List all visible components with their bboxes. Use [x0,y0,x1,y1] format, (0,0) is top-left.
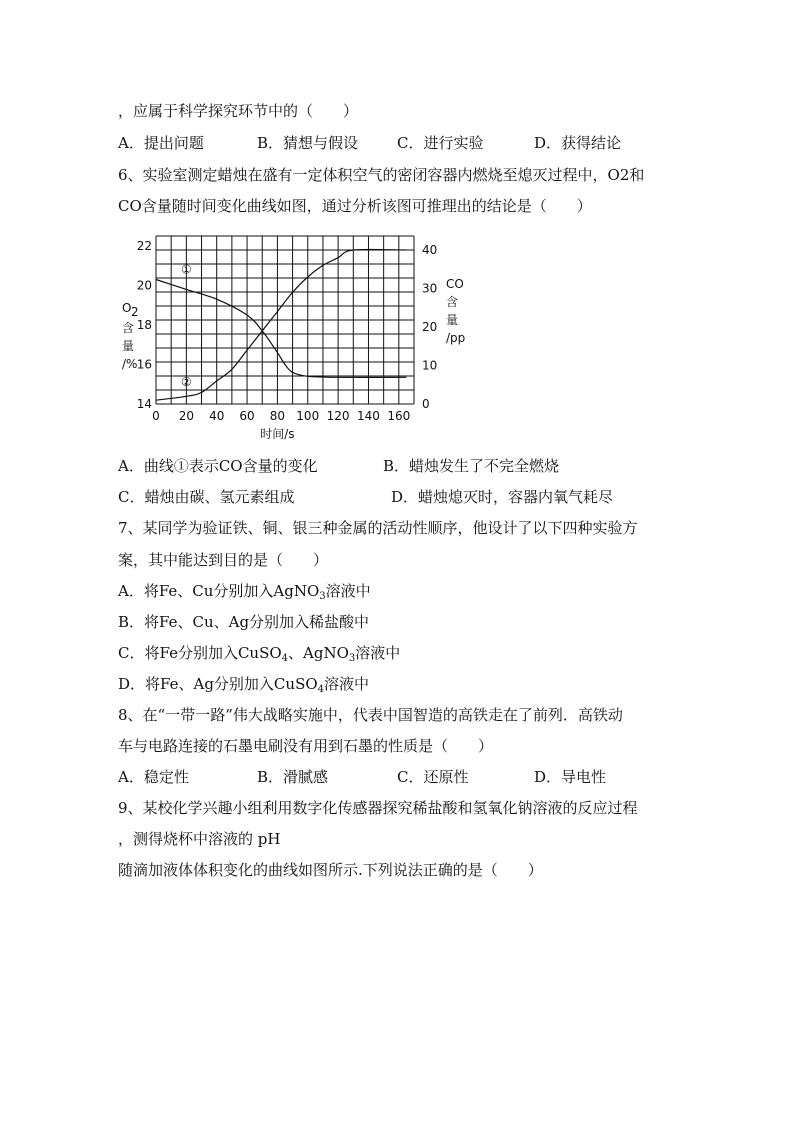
y-left-tick-label: 14 [136,397,152,411]
q5-option-b: B．猜想与假设 [257,134,359,152]
q6-stem-line2: CO含量随时间变化曲线如图，通过分析该图可推理出的结论是（ ） [118,197,592,215]
x-tick-label: 100 [296,409,320,423]
x-tick-label: 160 [387,409,411,423]
y-left-axis-label-part: 含 [122,321,135,335]
x-tick-label: 60 [239,409,255,423]
q7-option-b: B．将Fe、Cu、Ag分别加入稀盐酸中 [118,613,370,631]
q7-stem-line1: 7、某同学为验证铁、铜、银三种金属的活动性顺序，他设计了以下四种实验方 [118,519,638,537]
q5-option-a: A．提出问题 [118,134,204,152]
y-right-tick-label: 40 [422,243,438,257]
q6-option-a: A．曲线①表示CO含量的变化 [118,457,318,475]
chart-grid [156,236,414,404]
y-left-axis-label-part: /% [122,357,138,371]
y-right-tick-label: 0 [422,397,430,411]
x-tick-label: 20 [178,409,194,423]
q5-option-c: C．进行实验 [397,134,484,152]
y-left-axis-label-sub: 2 [131,305,139,319]
q6-option-b: B．蜡烛发生了不完全燃烧 [383,457,560,475]
q7-option-d: D．将Fe、Ag分别加入CuSO$_4$溶液中 [118,675,370,695]
q6-option-c: C．蜡烛由碳、氢元素组成 [118,488,295,506]
x-tick-label: 80 [269,409,286,423]
q8-option-a: A．稳定性 [118,768,189,786]
y-left-tick-label: 20 [136,278,152,293]
q8-option-b: B．滑腻感 [257,768,329,786]
o2-co-chart [118,228,478,448]
y-right-axis-label-part: 含 [446,295,459,309]
q8-option-d: D．导电性 [534,768,607,786]
y-left-tick-label: 18 [136,317,152,332]
y-right-axis-label-part: CO [446,277,464,291]
q6-stem-line1: 6、实验室测定蜡烛在盛有一定体积空气的密闭容器内燃烧至熄灭过程中，O2和 [118,166,645,184]
q7-stem-line2: 案，其中能达到目的是（ ） [118,551,329,569]
q7-option-a: A．将Fe、Cu分别加入AgNO$_3$溶液中 [118,582,371,602]
q7-option-c: C．将Fe分别加入CuSO$_4$、AgNO$_3$溶液中 [118,644,401,664]
x-tick-label: 0 [152,409,160,423]
y-right-tick-label: 30 [422,281,438,296]
y-right-axis-label-part: /pp [446,331,466,345]
x-tick-label: 120 [326,409,350,423]
x-axis-label: 时间/s [260,427,295,441]
y-right-tick-label: 20 [422,320,438,334]
q9-stem-line1: 9、某校化学兴趣小组利用数字化传感器探究稀盐酸和氢氧化钠溶液的反应过程 [118,799,638,817]
y-right-tick-label: 10 [422,358,438,373]
x-tick-label: 40 [209,409,225,423]
q9-stem-line3: 随滴加液体体积变化的曲线如图所示.下列说法正确的是（ ） [118,861,543,879]
q5-option-d: D．获得结论 [534,134,622,152]
y-right-axis-label-part: 量 [446,313,459,327]
x-tick-label: 140 [357,409,380,423]
q6-option-d: D．蜡烛熄灭时，容器内氧气耗尽 [391,488,614,506]
y-left-axis-label-part: 量 [122,339,135,353]
y-left-axis-label-o2: O [122,301,132,315]
q8-stem-line2: 车与电路连接的石墨电刷没有用到石墨的性质是（ ） [118,737,494,755]
q8-option-c: C．还原性 [397,768,469,786]
curve-marker-2: ② [180,375,192,390]
curve-marker-1: ① [180,262,192,277]
q5-stem: ，应属于科学探究环节中的（ ） [118,102,359,120]
q8-stem-line1: 8、在“一带一路”伟大战略实施中，代表中国智造的高铁走在了前列．高铁动 [118,706,623,724]
y-left-tick-label: 22 [136,238,152,253]
q9-stem-line2: ，测得烧杯中溶液的 pH [118,830,281,848]
y-left-tick-label: 16 [136,357,152,372]
